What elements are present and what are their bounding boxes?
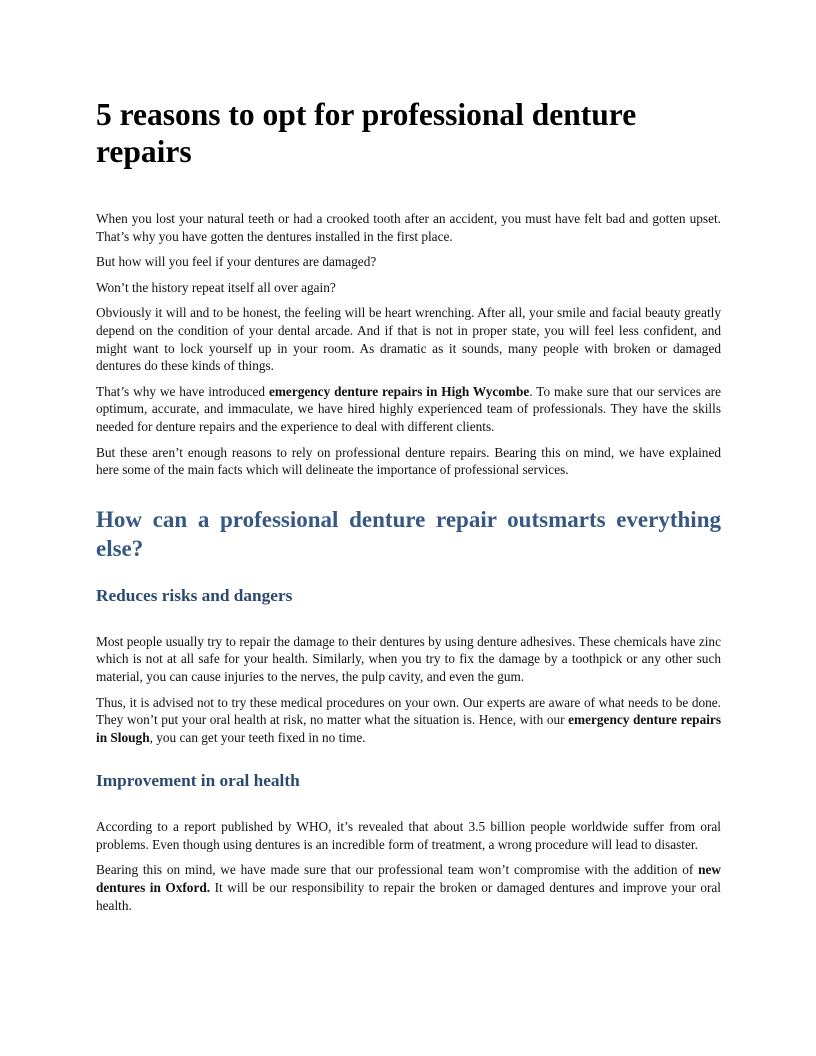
paragraph-text: Thus, it is advised not to try these medical procedures on your own. Our experts are aware of what needs to be done. They won’t put your oral health at risk, no matter what the situation is. Hence, with our (96, 694, 721, 728)
risks-paragraph-2 (96, 694, 721, 747)
document-page (96, 96, 721, 922)
paragraph-text: Bearing this on mind, we have made sure that our professional team won’t compromise with the addition of (96, 862, 699, 878)
paragraph-text: It will be our responsibility to repair the broken or damaged dentures and improve your oral health. (96, 880, 721, 913)
paragraph-text: . To make sure that our services are optimum, accurate, and immaculate, we have hired highly experienced team of professionals. They have the skills needed for denture repairs and the experience to deal with different clients. (96, 383, 721, 434)
paragraph-text: , you can get your teeth fixed in no time. (149, 729, 366, 745)
risks-paragraph-1: Most people usually try to repair the damage to their dentures by using denture adhesives. These chemicals have zinc which is not at all safe for your health. Similarly, when you try to fix the damage by a toothpick or any other such material, you can cause injuries to the nerves, the pulp cavity, and even the gum. (96, 633, 721, 684)
document-title: 5 reasons to opt for professional denture repairs (96, 97, 637, 169)
keyword-high-wycombe: emergency denture repairs in High Wycombe (268, 383, 530, 399)
intro-paragraph-5 (96, 383, 721, 436)
keyword-oxford: new dentures in Oxford. (96, 862, 721, 896)
subheading-risks: Reduces risks and dangers (96, 585, 293, 605)
section-heading: How can a professional denture repair outsmarts everything else? (96, 506, 721, 561)
subheading-oral-health: Improvement in oral health (96, 771, 300, 791)
intro-paragraph-1: When you lost your natural teeth or had a crooked tooth after an accident, you must have felt bad and gotten upset. That’s why you have gotten the dentures installed in the first place. (96, 211, 721, 244)
intro-paragraph-2: But how will you feel if your dentures are damaged? (96, 254, 377, 270)
oral-health-paragraph-2 (96, 861, 721, 914)
keyword-slough: emergency denture repairs in Slough (96, 712, 721, 745)
oral-health-paragraph-1: According to a report published by WHO, it’s revealed that about 3.5 billion people worldwide suffer from oral problems. Even though using dentures is an incredible form of treatment, a wrong procedure will lead to disaster. (96, 819, 721, 852)
intro-paragraph-6: But these aren’t enough reasons to rely on professional denture repairs. Bearing this on mind, we have explained here some of the main facts which will delineate the importance of professional services. (96, 444, 721, 478)
paragraph-text: That’s why we have introduced (96, 383, 269, 399)
intro-paragraph-4: Obviously it will and to be honest, the feeling will be heart wrenching. After all, your smile and facial beauty greatly depend on the condition of your dental arcade. And if that is not in proper state, you will feel less confident, and might want to lock yourself up in your room. As dramatic as it sounds, many people with broken or damaged dentures do these kinds of things. (96, 305, 721, 374)
intro-paragraph-3: Won’t the history repeat itself all over again? (96, 279, 336, 295)
